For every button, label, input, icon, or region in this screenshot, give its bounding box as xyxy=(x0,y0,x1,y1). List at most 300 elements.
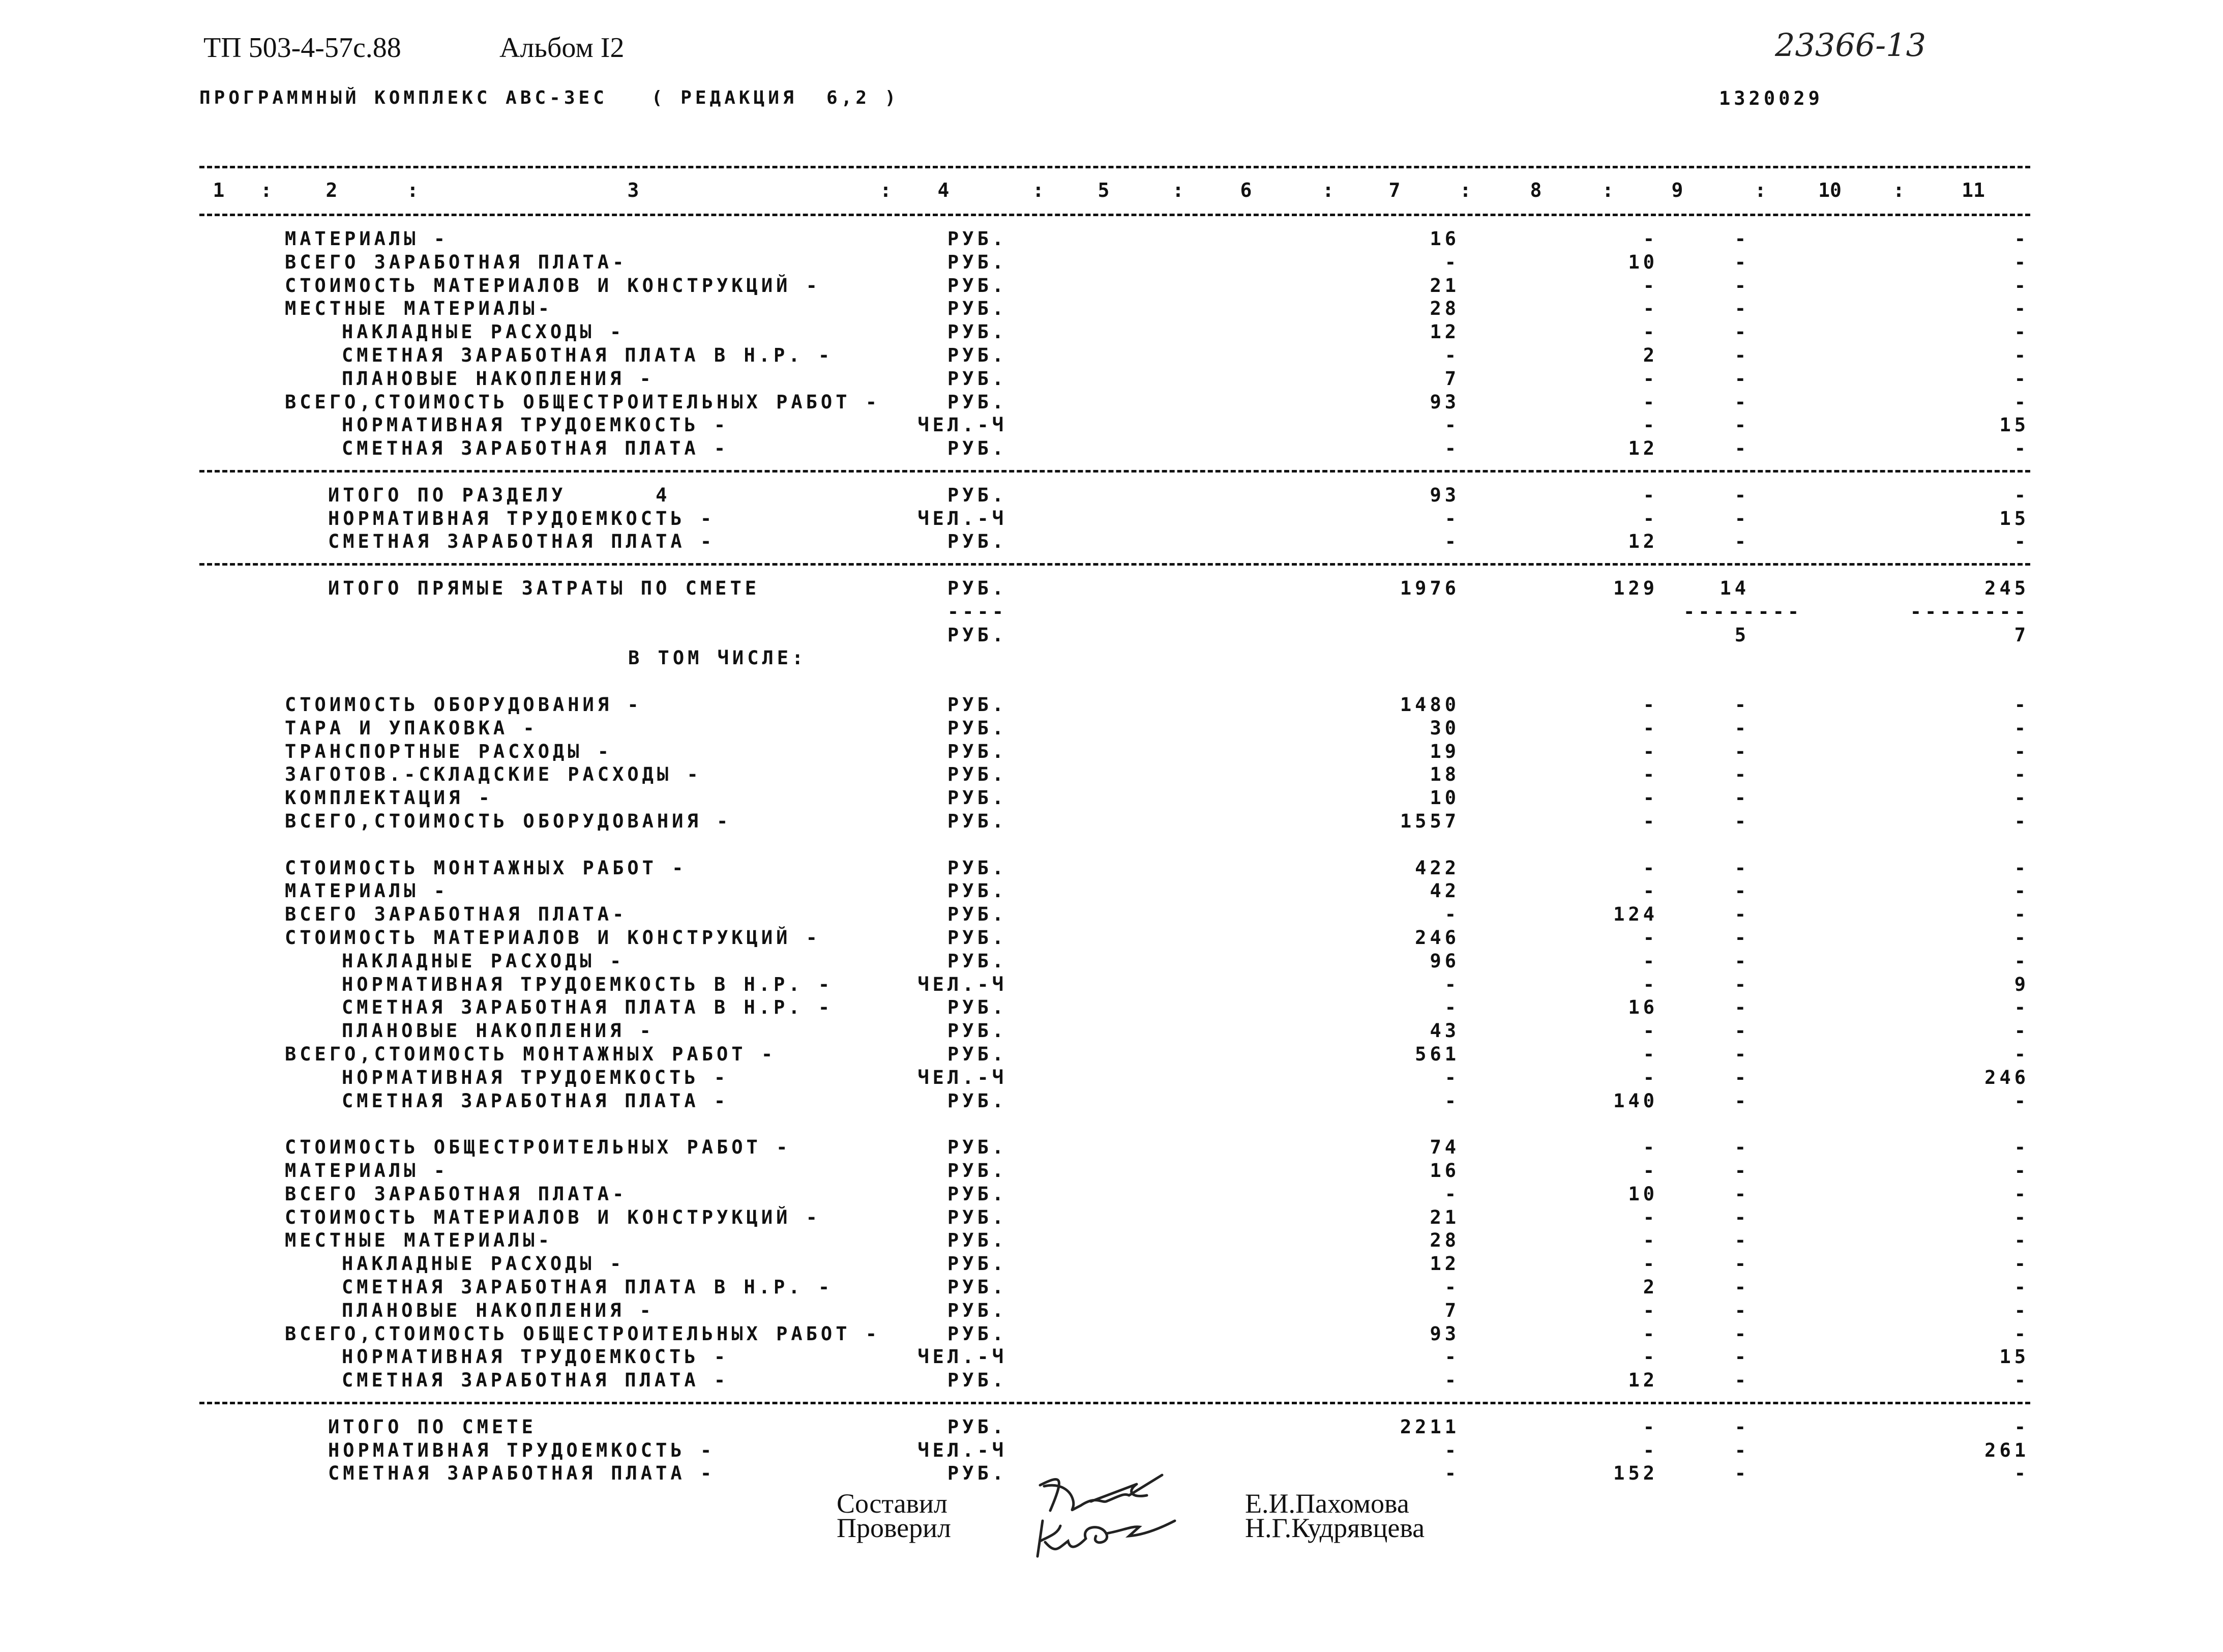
row-name: НОРМАТИВНАЯ ТРУДОЕМКОСТЬ - xyxy=(342,1346,729,1368)
col9-value: - xyxy=(1734,1043,1750,1065)
column-separator: : xyxy=(407,179,419,201)
row-unit: РУБ. xyxy=(947,437,1007,459)
row-unit: РУБ. xyxy=(947,368,1007,390)
col7-value: 30 xyxy=(1430,717,1460,739)
row-unit: РУБ. xyxy=(947,950,1007,972)
handwritten-number: 23366-13 xyxy=(1775,26,1926,64)
col11-value: - xyxy=(2014,1416,2029,1438)
program-line: ПРОГРАММНЫЙ КОМПЛЕКС АВС-ЗЕС ( РЕДАКЦИЯ 6,2 ) xyxy=(199,87,900,108)
col7-value: - xyxy=(1444,996,1460,1018)
row-unit: РУБ. xyxy=(947,1416,1007,1438)
col8-value: 2 xyxy=(1643,344,1658,366)
col9-value: - xyxy=(1734,1346,1750,1368)
col9-value: - xyxy=(1734,368,1750,390)
col9-value: - xyxy=(1734,414,1750,436)
col7-value: - xyxy=(1444,973,1460,995)
row-unit: РУБ. xyxy=(947,1136,1007,1158)
table-row xyxy=(0,880,2223,903)
row-name: МЕСТНЫЕ МАТЕРИАЛЫ- xyxy=(285,298,553,319)
col11-value: - xyxy=(2014,1276,2029,1298)
column-separator: : xyxy=(1602,179,1614,201)
col11-value: 261 xyxy=(1984,1439,2029,1461)
col7-value: - xyxy=(1444,1183,1460,1205)
row-unit: РУБ. xyxy=(947,391,1007,413)
col7-value: - xyxy=(1444,414,1460,436)
table-row xyxy=(0,530,2223,554)
col7-value: 19 xyxy=(1430,741,1460,762)
row-name: ВСЕГО ЗАРАБОТНАЯ ПЛАТА- xyxy=(285,1183,628,1205)
col9-value: - xyxy=(1734,508,1750,529)
col7-value: 1480 xyxy=(1400,694,1460,716)
row-unit: РУБ. xyxy=(947,1043,1007,1065)
row-unit: РУБ. xyxy=(947,810,1007,832)
col8-value: - xyxy=(1643,228,1658,250)
col9-value: - xyxy=(1734,321,1750,343)
col8-value: - xyxy=(1643,1416,1658,1438)
row-name: ЗАГОТОВ.-СКЛАДСКИЕ РАСХОДЫ - xyxy=(285,763,702,785)
table-row xyxy=(0,1067,2223,1090)
col9-value: - xyxy=(1734,717,1750,739)
col9-value: - xyxy=(1734,1020,1750,1042)
column-number: 9 xyxy=(1671,179,1683,201)
col11-value: - xyxy=(2014,391,2029,413)
col9-value: - xyxy=(1734,810,1750,832)
header-rule-bottom xyxy=(199,214,2030,216)
table-row xyxy=(0,1323,2223,1346)
row-name: КОМПЛЕКТАЦИЯ - xyxy=(285,787,493,809)
column-number: 10 xyxy=(1818,179,1842,201)
row-unit: РУБ. xyxy=(947,880,1007,902)
table-row xyxy=(0,437,2223,461)
col7-value: 74 xyxy=(1430,1136,1460,1158)
col11-value: - xyxy=(2014,1136,2029,1158)
table-row xyxy=(0,391,2223,415)
col8-value: - xyxy=(1643,1160,1658,1182)
header-rule-top xyxy=(199,166,2030,168)
col7-value: - xyxy=(1444,1276,1460,1298)
row-name: НАКЛАДНЫЕ РАСХОДЫ - xyxy=(342,950,625,972)
col9-value: - xyxy=(1734,1323,1750,1345)
row-name: В ТОМ ЧИСЛЕ: xyxy=(628,647,807,669)
row-name: ВСЕГО ЗАРАБОТНАЯ ПЛАТА- xyxy=(285,903,628,925)
col8-value: 129 xyxy=(1613,577,1658,599)
col9-value: - xyxy=(1734,1067,1750,1088)
row-name: НОРМАТИВНАЯ ТРУДОЕМКОСТЬ - xyxy=(342,1067,729,1088)
col7-value: 28 xyxy=(1430,298,1460,319)
table-row xyxy=(0,973,2223,997)
col8-value: 10 xyxy=(1628,251,1658,273)
row-unit: РУБ. xyxy=(947,996,1007,1018)
col9-value: - xyxy=(1734,484,1750,506)
col8-value: - xyxy=(1643,973,1658,995)
table-row xyxy=(0,1416,2223,1439)
col9-value: - xyxy=(1734,298,1750,319)
col11-value: 15 xyxy=(1999,414,2029,436)
checked-name: Н.Г.Кудрявцева xyxy=(1245,1513,1425,1543)
col11-value: 246 xyxy=(1984,1067,2029,1088)
row-unit: РУБ. xyxy=(947,577,1007,599)
col7-value: 16 xyxy=(1430,228,1460,250)
col7-value: 12 xyxy=(1430,321,1460,343)
table-row xyxy=(0,368,2223,391)
row-unit: РУБ. xyxy=(947,275,1007,297)
col8-value: - xyxy=(1643,1300,1658,1321)
table-row xyxy=(0,484,2223,508)
col11-value: - xyxy=(2014,996,2029,1018)
col7-value: - xyxy=(1444,1067,1460,1088)
col7-value: 422 xyxy=(1415,857,1460,879)
row-name: СТОИМОСТЬ МАТЕРИАЛОВ И КОНСТРУКЦИЙ - xyxy=(285,1206,821,1228)
col8-value: 10 xyxy=(1628,1183,1658,1205)
row-unit: РУБ. xyxy=(947,927,1007,949)
row-unit: РУБ. xyxy=(947,321,1007,343)
col8-value: 2 xyxy=(1643,1276,1658,1298)
col11-value: - xyxy=(2014,228,2029,250)
column-number: 1 xyxy=(213,179,225,201)
col7-value: 7 xyxy=(1444,368,1460,390)
col11-value: - xyxy=(2014,1090,2029,1112)
col9-value: - xyxy=(1734,1160,1750,1182)
col7-value: 1976 xyxy=(1400,577,1460,599)
col9-value: - xyxy=(1734,1229,1750,1251)
col8-value: - xyxy=(1643,741,1658,762)
row-unit: РУБ. xyxy=(947,787,1007,809)
col11-value: -------- xyxy=(1910,601,2029,623)
row-name: СМЕТНАЯ ЗАРАБОТНАЯ ПЛАТА - xyxy=(342,1369,729,1391)
section-separator xyxy=(199,470,2030,473)
row-name: МАТЕРИАЛЫ - xyxy=(285,880,449,902)
col8-value: - xyxy=(1643,298,1658,319)
row-name: ПЛАНОВЫЕ НАКОПЛЕНИЯ - xyxy=(342,368,655,390)
col7-value: 93 xyxy=(1430,484,1460,506)
col11-value: - xyxy=(2014,1206,2029,1228)
col7-value: - xyxy=(1444,1369,1460,1391)
col8-value: 12 xyxy=(1628,437,1658,459)
row-unit: ---- xyxy=(947,601,1007,623)
col11-value: - xyxy=(2014,344,2029,366)
col11-value: - xyxy=(2014,880,2029,902)
doc-code: ТП 503-4-57с.88 xyxy=(203,32,401,64)
col7-value: - xyxy=(1444,251,1460,273)
checked-label: Проверил xyxy=(837,1513,951,1543)
row-unit: РУБ. xyxy=(947,1462,1007,1484)
table-row xyxy=(0,1276,2223,1300)
col7-value: 561 xyxy=(1415,1043,1460,1065)
table-row xyxy=(0,1346,2223,1369)
col9-value: - xyxy=(1734,391,1750,413)
col8-value: - xyxy=(1643,321,1658,343)
col8-value: - xyxy=(1643,414,1658,436)
col9-value: - xyxy=(1734,344,1750,366)
col8-value: - xyxy=(1643,1229,1658,1251)
col9-value: - xyxy=(1734,1253,1750,1275)
table-row xyxy=(0,1206,2223,1230)
row-name: МАТЕРИАЛЫ - xyxy=(285,1160,449,1182)
table-row xyxy=(0,810,2223,834)
row-name: ИТОГО ПО РАЗДЕЛУ 4 xyxy=(328,484,671,506)
column-number: 3 xyxy=(627,179,639,201)
col9-value: 5 xyxy=(1734,624,1750,646)
row-name: НОРМАТИВНАЯ ТРУДОЕМКОСТЬ - xyxy=(328,1439,716,1461)
row-name: НОРМАТИВНАЯ ТРУДОЕМКОСТЬ - xyxy=(342,414,729,436)
row-name: ТАРА И УПАКОВКА - xyxy=(285,717,538,739)
col7-value: 43 xyxy=(1430,1020,1460,1042)
col11-value: - xyxy=(2014,530,2029,552)
col11-value: - xyxy=(2014,298,2029,319)
row-name: ВСЕГО,СТОИМОСТЬ МОНТАЖНЫХ РАБОТ - xyxy=(285,1043,777,1065)
row-unit: РУБ. xyxy=(947,1300,1007,1321)
table-row xyxy=(0,624,2223,647)
row-name: ВСЕГО,СТОИМОСТЬ ОБОРУДОВАНИЯ - xyxy=(285,810,732,832)
table-row xyxy=(0,344,2223,368)
row-unit: ЧЕЛ.-Ч xyxy=(917,1067,1007,1088)
col9-value: - xyxy=(1734,996,1750,1018)
col9-value: - xyxy=(1734,1276,1750,1298)
table-row xyxy=(0,508,2223,531)
table-row xyxy=(0,763,2223,787)
col9-value: - xyxy=(1734,437,1750,459)
row-unit: РУБ. xyxy=(947,344,1007,366)
col8-value: - xyxy=(1643,1020,1658,1042)
col11-value: - xyxy=(2014,717,2029,739)
col11-value: - xyxy=(2014,763,2029,785)
col7-value: 18 xyxy=(1430,763,1460,785)
table-row xyxy=(0,1183,2223,1206)
col8-value: - xyxy=(1643,1043,1658,1065)
col9-value: - xyxy=(1734,1206,1750,1228)
col8-value: - xyxy=(1643,368,1658,390)
table-row xyxy=(0,601,2223,624)
col11-value: - xyxy=(2014,368,2029,390)
col9-value: - xyxy=(1734,530,1750,552)
col9-value: -------- xyxy=(1683,601,1803,623)
col7-value: 12 xyxy=(1430,1253,1460,1275)
row-unit: ЧЕЛ.-Ч xyxy=(917,414,1007,436)
col9-value: - xyxy=(1734,1300,1750,1321)
row-name: ВСЕГО,СТОИМОСТЬ ОБЩЕСТРОИТЕЛЬНЫХ РАБОТ - xyxy=(285,1323,881,1345)
row-name: МЕСТНЫЕ МАТЕРИАЛЫ- xyxy=(285,1229,553,1251)
col11-value: - xyxy=(2014,903,2029,925)
col11-value: - xyxy=(2014,950,2029,972)
col9-value: - xyxy=(1734,950,1750,972)
row-name: МАТЕРИАЛЫ - xyxy=(285,228,449,250)
row-name: СМЕТНАЯ ЗАРАБОТНАЯ ПЛАТА В Н.Р. - xyxy=(342,344,834,366)
col7-value: - xyxy=(1444,1090,1460,1112)
column-separator: : xyxy=(880,179,892,201)
row-name: СТОИМОСТЬ МОНТАЖНЫХ РАБОТ - xyxy=(285,857,687,879)
column-number: 8 xyxy=(1530,179,1542,201)
col9-value: - xyxy=(1734,741,1750,762)
col9-value: - xyxy=(1734,694,1750,716)
doc-number: 1320029 xyxy=(1719,87,1823,109)
table-row xyxy=(0,298,2223,321)
col9-value: - xyxy=(1734,857,1750,879)
row-name: ТРАНСПОРТНЫЕ РАСХОДЫ - xyxy=(285,741,613,762)
signature-checked xyxy=(1030,1506,1182,1582)
compiled-name: Е.И.Пахомова xyxy=(1245,1488,1409,1519)
row-name: ИТОГО ПРЯМЫЕ ЗАТРАТЫ ПО СМЕТЕ xyxy=(328,577,760,599)
col8-value: - xyxy=(1643,880,1658,902)
col7-value: 28 xyxy=(1430,1229,1460,1251)
col7-value: 21 xyxy=(1430,1206,1460,1228)
table-row xyxy=(0,787,2223,810)
table-row xyxy=(0,1229,2223,1253)
col8-value: - xyxy=(1643,508,1658,529)
col7-value: - xyxy=(1444,903,1460,925)
table-row xyxy=(0,996,2223,1020)
table-row xyxy=(0,927,2223,950)
row-unit: РУБ. xyxy=(947,741,1007,762)
col11-value: - xyxy=(2014,484,2029,506)
col8-value: - xyxy=(1643,1206,1658,1228)
col9-value: - xyxy=(1734,1090,1750,1112)
row-name: СМЕТНАЯ ЗАРАБОТНАЯ ПЛАТА - xyxy=(328,530,716,552)
col7-value: 1557 xyxy=(1400,810,1460,832)
col8-value: 152 xyxy=(1613,1462,1658,1484)
table-row xyxy=(0,694,2223,717)
col11-value: - xyxy=(2014,1229,2029,1251)
col11-value: - xyxy=(2014,1160,2029,1182)
table-row xyxy=(0,647,2223,670)
row-unit: РУБ. xyxy=(947,763,1007,785)
col7-value: - xyxy=(1444,508,1460,529)
column-separator: : xyxy=(1755,179,1766,201)
col7-value: - xyxy=(1444,1346,1460,1368)
row-name: СТОИМОСТЬ МАТЕРИАЛОВ И КОНСТРУКЦИЙ - xyxy=(285,275,821,297)
row-name: СМЕТНАЯ ЗАРАБОТНАЯ ПЛАТА В Н.Р. - xyxy=(342,1276,834,1298)
row-name: ПЛАНОВЫЕ НАКОПЛЕНИЯ - xyxy=(342,1300,655,1321)
col8-value: - xyxy=(1643,484,1658,506)
row-unit: РУБ. xyxy=(947,624,1007,646)
col9-value: - xyxy=(1734,251,1750,273)
col9-value: - xyxy=(1734,1183,1750,1205)
col7-value: 93 xyxy=(1430,1323,1460,1345)
row-unit: РУБ. xyxy=(947,251,1007,273)
col11-value: - xyxy=(2014,741,2029,762)
col8-value: - xyxy=(1643,950,1658,972)
row-name: ИТОГО ПО СМЕТЕ xyxy=(328,1416,537,1438)
table-row xyxy=(0,1090,2223,1113)
col9-value: - xyxy=(1734,1439,1750,1461)
col11-value: - xyxy=(2014,927,2029,949)
row-unit: ЧЕЛ.-Ч xyxy=(917,1439,1007,1461)
col8-value: 124 xyxy=(1613,903,1658,925)
col9-value: - xyxy=(1734,973,1750,995)
row-name: НОРМАТИВНАЯ ТРУДОЕМКОСТЬ - xyxy=(328,508,716,529)
column-separator: : xyxy=(1322,179,1334,201)
col7-value: 16 xyxy=(1430,1160,1460,1182)
row-name: СТОИМОСТЬ ОБЩЕСТРОИТЕЛЬНЫХ РАБОТ - xyxy=(285,1136,791,1158)
col9-value: - xyxy=(1734,1369,1750,1391)
row-unit: РУБ. xyxy=(947,903,1007,925)
col9-value: - xyxy=(1734,228,1750,250)
table-row xyxy=(0,903,2223,927)
col8-value: 12 xyxy=(1628,530,1658,552)
table-row xyxy=(0,717,2223,741)
col8-value: - xyxy=(1643,810,1658,832)
col8-value: - xyxy=(1643,1136,1658,1158)
col9-value: - xyxy=(1734,763,1750,785)
col7-value: - xyxy=(1444,530,1460,552)
table-row xyxy=(0,577,2223,601)
column-separator: : xyxy=(260,179,272,201)
col11-value: - xyxy=(2014,1323,2029,1345)
col9-value: - xyxy=(1734,927,1750,949)
column-number: 4 xyxy=(937,179,950,201)
col8-value: 16 xyxy=(1628,996,1658,1018)
column-number: 11 xyxy=(1962,179,1985,201)
table-row xyxy=(0,1439,2223,1463)
row-name: ПЛАНОВЫЕ НАКОПЛЕНИЯ - xyxy=(342,1020,655,1042)
col9-value: - xyxy=(1734,787,1750,809)
compiled-label: Составил xyxy=(837,1488,947,1519)
col11-value: 9 xyxy=(2014,973,2029,995)
row-name: СМЕТНАЯ ЗАРАБОТНАЯ ПЛАТА - xyxy=(342,1090,729,1112)
col8-value: - xyxy=(1643,717,1658,739)
row-unit: РУБ. xyxy=(947,717,1007,739)
column-number: 7 xyxy=(1388,179,1401,201)
row-unit: РУБ. xyxy=(947,1183,1007,1205)
row-unit: РУБ. xyxy=(947,857,1007,879)
col11-value: - xyxy=(2014,251,2029,273)
col7-value: 42 xyxy=(1430,880,1460,902)
table-row xyxy=(0,1160,2223,1183)
row-name: СТОИМОСТЬ МАТЕРИАЛОВ И КОНСТРУКЦИЙ - xyxy=(285,927,821,949)
col11-value: - xyxy=(2014,694,2029,716)
col8-value: - xyxy=(1643,1067,1658,1088)
col7-value: 2211 xyxy=(1400,1416,1460,1438)
row-unit: ЧЕЛ.-Ч xyxy=(917,973,1007,995)
row-unit: РУБ. xyxy=(947,1020,1007,1042)
table-row xyxy=(0,251,2223,275)
table-row xyxy=(0,1369,2223,1393)
table-row xyxy=(0,1043,2223,1067)
col11-value: - xyxy=(2014,1020,2029,1042)
col8-value: - xyxy=(1643,763,1658,785)
col7-value: 246 xyxy=(1415,927,1460,949)
col9-value: 14 xyxy=(1720,577,1750,599)
col8-value: 12 xyxy=(1628,1369,1658,1391)
album-label: Альбом I2 xyxy=(499,32,625,64)
col11-value: 15 xyxy=(1999,1346,2029,1368)
col8-value: - xyxy=(1643,391,1658,413)
col9-value: - xyxy=(1734,1462,1750,1484)
col9-value: - xyxy=(1734,1416,1750,1438)
col11-value: - xyxy=(2014,1043,2029,1065)
row-name: СМЕТНАЯ ЗАРАБОТНАЯ ПЛАТА - xyxy=(342,437,729,459)
col7-value: 21 xyxy=(1430,275,1460,297)
col9-value: - xyxy=(1734,275,1750,297)
col11-value: - xyxy=(2014,1300,2029,1321)
row-unit: ЧЕЛ.-Ч xyxy=(917,1346,1007,1368)
row-unit: РУБ. xyxy=(947,1160,1007,1182)
section-separator xyxy=(199,563,2030,566)
col8-value: - xyxy=(1643,787,1658,809)
row-unit: РУБ. xyxy=(947,1229,1007,1251)
column-separator: : xyxy=(1893,179,1905,201)
col9-value: - xyxy=(1734,1136,1750,1158)
row-unit: РУБ. xyxy=(947,1253,1007,1275)
column-number: 2 xyxy=(325,179,338,201)
column-number: 5 xyxy=(1098,179,1110,201)
col7-value: 93 xyxy=(1430,391,1460,413)
row-name: СТОИМОСТЬ ОБОРУДОВАНИЯ - xyxy=(285,694,642,716)
row-name: ВСЕГО,СТОИМОСТЬ ОБЩЕСТРОИТЕЛЬНЫХ РАБОТ - xyxy=(285,391,881,413)
table-row xyxy=(0,741,2223,764)
column-separator: : xyxy=(1032,179,1044,201)
row-unit: РУБ. xyxy=(947,1206,1007,1228)
table-row xyxy=(0,857,2223,880)
